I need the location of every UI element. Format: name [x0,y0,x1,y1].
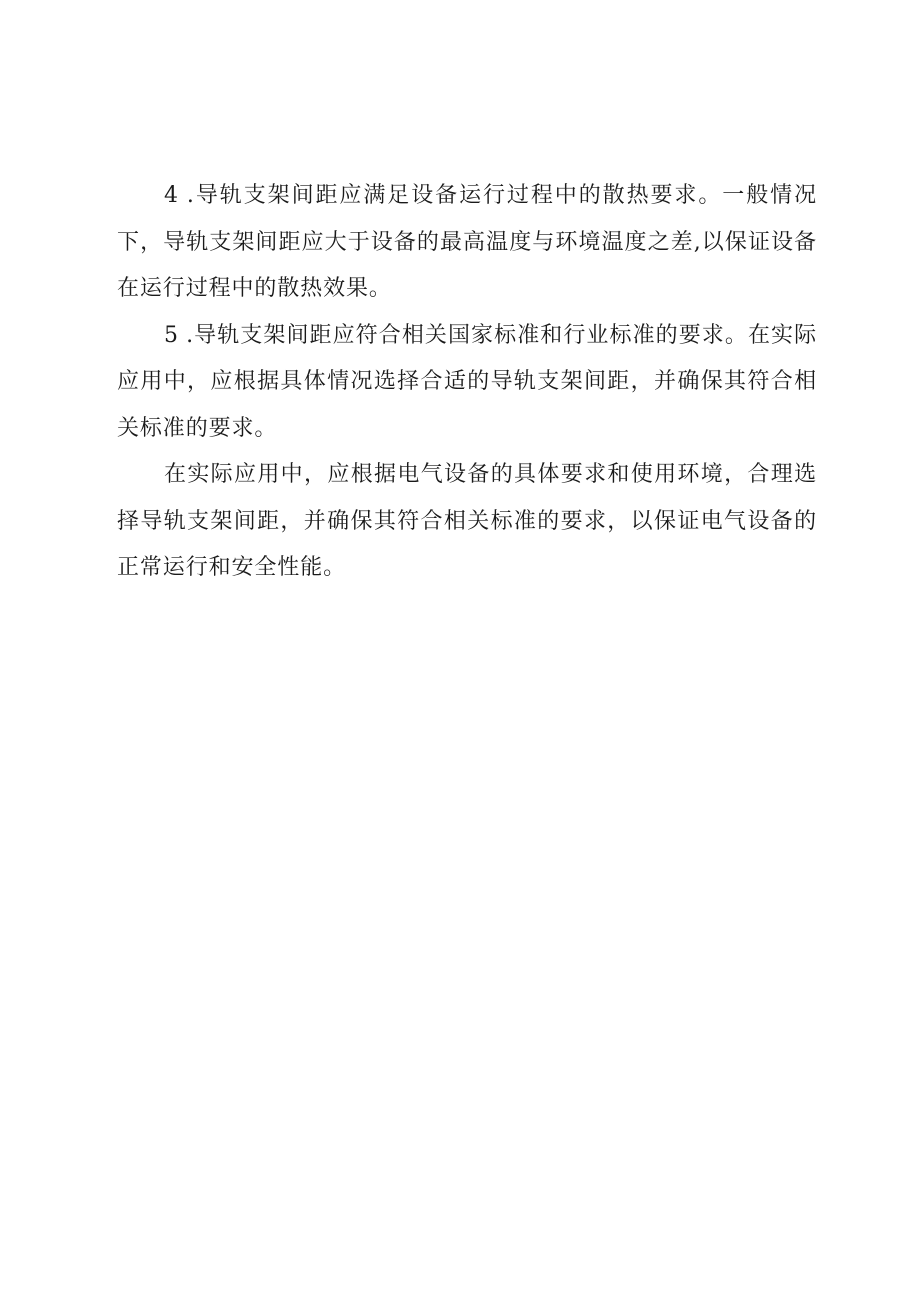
paragraph-heat-dissipation [117,173,817,313]
document-body [117,173,817,592]
paragraph-text: .导轨支架间距应满足设备运行过程中的散热要求。一般情况下，导轨支架间距应大于设备的最高温度与环境温度之差,以保证设备在运行过程中的散热效果。 [117,183,817,301]
paragraph-conclusion [117,452,817,592]
paragraph-text: 在实际应用中，应根据电气设备的具体要求和使用环境，合理选择导轨支架间距，并确保其符合相关标准的要求，以保证电气设备的正常运行和安全性能。 [117,462,817,580]
paragraph-standards [117,313,817,453]
paragraph-number: 4 [164,183,178,208]
paragraph-text: .导轨支架间距应符合相关国家标准和行业标准的要求。在实际应用中，应根据具体情况选择合适的导轨支架间距，并确保其符合相关标准的要求。 [117,322,817,441]
paragraph-number: 5 [164,322,178,348]
